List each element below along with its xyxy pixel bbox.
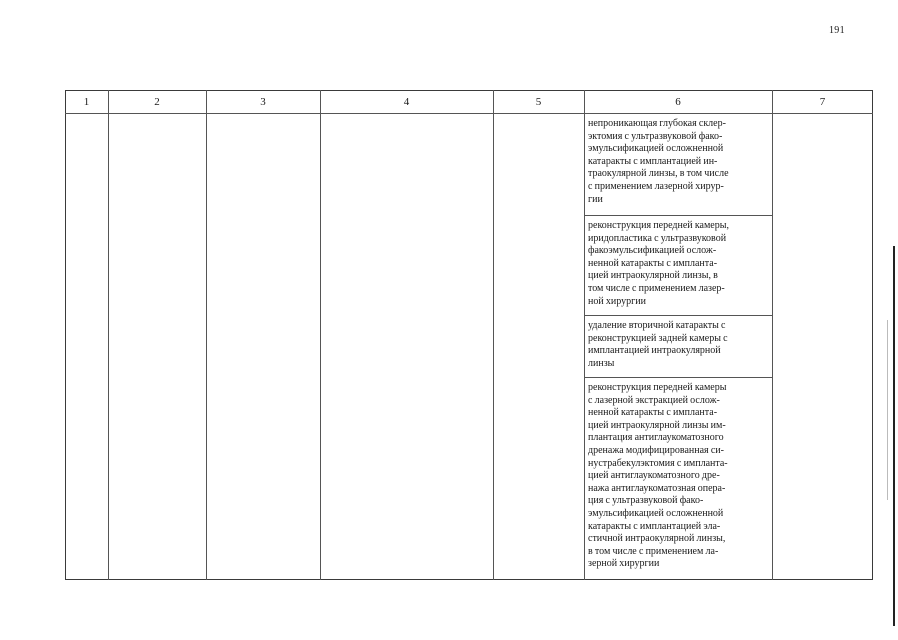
table-cell: непроникающая глубокая склер- эктомия с ультразвуковой фако- эмульсификацией осложненной катаракты с имплантацией ин- траокулярной линзы, в том числе с применением лазерной хирур- гии — [588, 118, 729, 205]
row-divider — [584, 215, 772, 216]
page-number: 191 — [829, 25, 845, 36]
header-divider — [65, 113, 873, 114]
column-number-6: 6 — [675, 96, 681, 108]
table-cell: реконструкция передней камеры, иридопластика с ультразвуковой факоэмульсификацией ослож- ненной катаракты с импланта- цией интраокулярной линзы, в том числе с применением лазер- ной хирургии — [588, 220, 729, 307]
column-divider — [584, 90, 585, 580]
row-divider — [584, 377, 772, 378]
column-number-4: 4 — [403, 96, 410, 108]
column-divider — [320, 90, 321, 580]
column-divider — [493, 90, 494, 580]
column-number-2: 2 — [154, 96, 160, 108]
column-number-3: 3 — [260, 96, 266, 108]
column-number-5: 5 — [535, 96, 542, 108]
column-divider — [772, 90, 773, 580]
table-cell: реконструкция передней камеры с лазерной экстракцией ослож- ненной катаракты с импланта- цией интраокулярной линзы им- плантация антиглаукоматозного дренажа модифицированная си- нустрабекулэктомия с импланта- цией антиглаукоматозного дре- нажа антиглаукоматозная опера- ция с ультразвуковой фако- эмульсификацией осложненной катаракты с имплантацией эла- стичной интраокулярной линзы, в том числе с применением ла- зерной хирургии — [588, 382, 728, 570]
row-divider — [584, 315, 772, 316]
column-number-7: 7 — [819, 96, 826, 108]
column-divider — [108, 90, 109, 580]
scan-edge-mark — [893, 246, 895, 626]
scan-edge-shadow — [887, 320, 888, 500]
column-number-1: 1 — [83, 96, 90, 108]
table-cell: удаление вторичной катаракты с реконструкцией задней камеры с имплантацией интраокулярной линзы — [588, 320, 728, 369]
column-divider — [206, 90, 207, 580]
